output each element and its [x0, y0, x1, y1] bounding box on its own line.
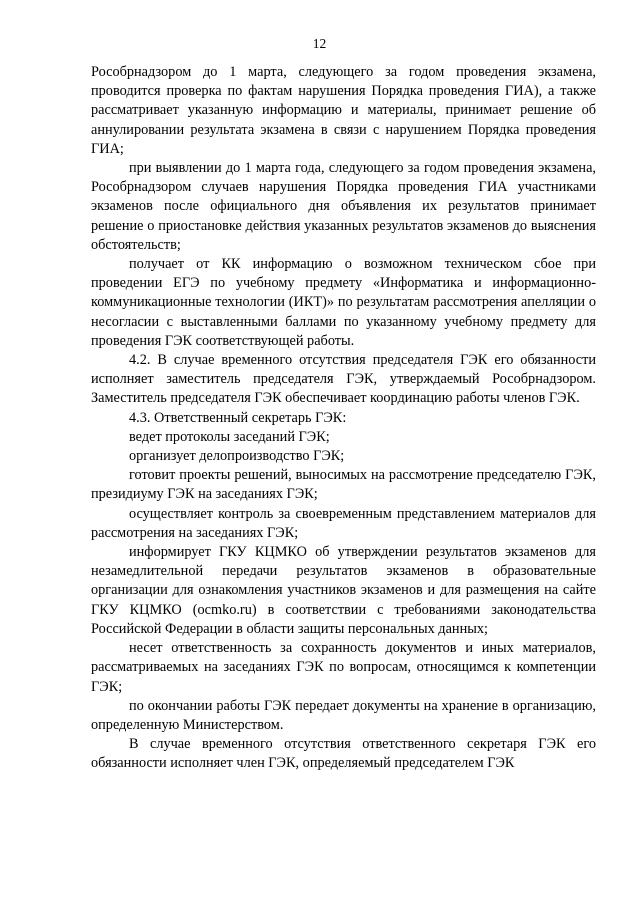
paragraph-continuation: Рособрнадзором до 1 марта, следующего за годом проведения экзамена, проводится проверка по фактам нарушения Порядка проведения ГИА), а также рассматривает указанную информацию и материалы, принимает решение об аннулировании результата экзамена в связи с нарушением Порядка проведения ГИА; [91, 64, 596, 157]
paragraph-draft-decisions: готовит проекты решений, выносимых на рассмотрение председателю ГЭК, президиуму ГЭК на заседаниях ГЭК; [91, 467, 596, 503]
paragraph-document-safety: несет ответственность за сохранность документов и иных материалов, рассматриваемых на заседаниях ГЭК по вопросам, относящимся к компетенции ГЭК; [91, 640, 596, 695]
paragraph-violation-detection: при выявлении до 1 марта года, следующего за годом проведения экзамена, Рособрнадзором случаев нарушения Порядка проведения ГИА участниками экзаменов после официального дня объявления их результатов принимает решение о приостановке действия указанных результатов экзаменов до выяснения обстоятельств; [91, 160, 596, 253]
paragraph-technical-failure: получает от КК информацию о возможном техническом сбое при проведении ЕГЭ по учебному предмету «Информатика и информационно-коммуникационные технологии (ИКТ)» по результатам рассмотрения апелляции о несогласии с выставленными баллами по указанному учебному предмету для проведения ГЭК соответствующей работы. [91, 256, 596, 349]
paragraph-materials-control: осуществляет контроль за своевременным представлением материалов для рассмотрения на заседаниях ГЭК; [91, 505, 596, 541]
paragraph-protocols: ведет протоколы заседаний ГЭК; [129, 428, 330, 445]
paragraph-informing-results: информирует ГКУ КЦМКО об утверждении результатов экзаменов для незамедлительной передачи результатов экзаменов в образовательные организации для ознакомления участников экзаменов и для размещения на сайте ГКУ КЦМКО (ocmko.ru) в соответствии с требованиями законодательства Российской Федерации в области защиты персональных данных; [91, 544, 596, 637]
page-number: 12 [312, 36, 327, 51]
paragraph-records-management: организует делопроизводство ГЭК; [129, 448, 345, 465]
document-body [91, 63, 596, 774]
paragraph-4-2: 4.2. В случае временного отсутствия председателя ГЭК его обязанности исполняет заместитель председателя ГЭК, утверждаемый Рособрнадзором. Заместитель председателя ГЭК обеспечивает координацию работы членов ГЭК. [91, 352, 596, 407]
paragraph-4-3-heading: 4.3. Ответственный секретарь ГЭК: [129, 409, 347, 426]
paragraph-secretary-absence: В случае временного отсутствия ответственного секретаря ГЭК его обязанности исполняет член ГЭК, определяемый председателем ГЭК [91, 736, 596, 772]
paragraph-archive-transfer: по окончании работы ГЭК передает документы на хранение в организацию, определенную Министерством. [91, 697, 596, 733]
